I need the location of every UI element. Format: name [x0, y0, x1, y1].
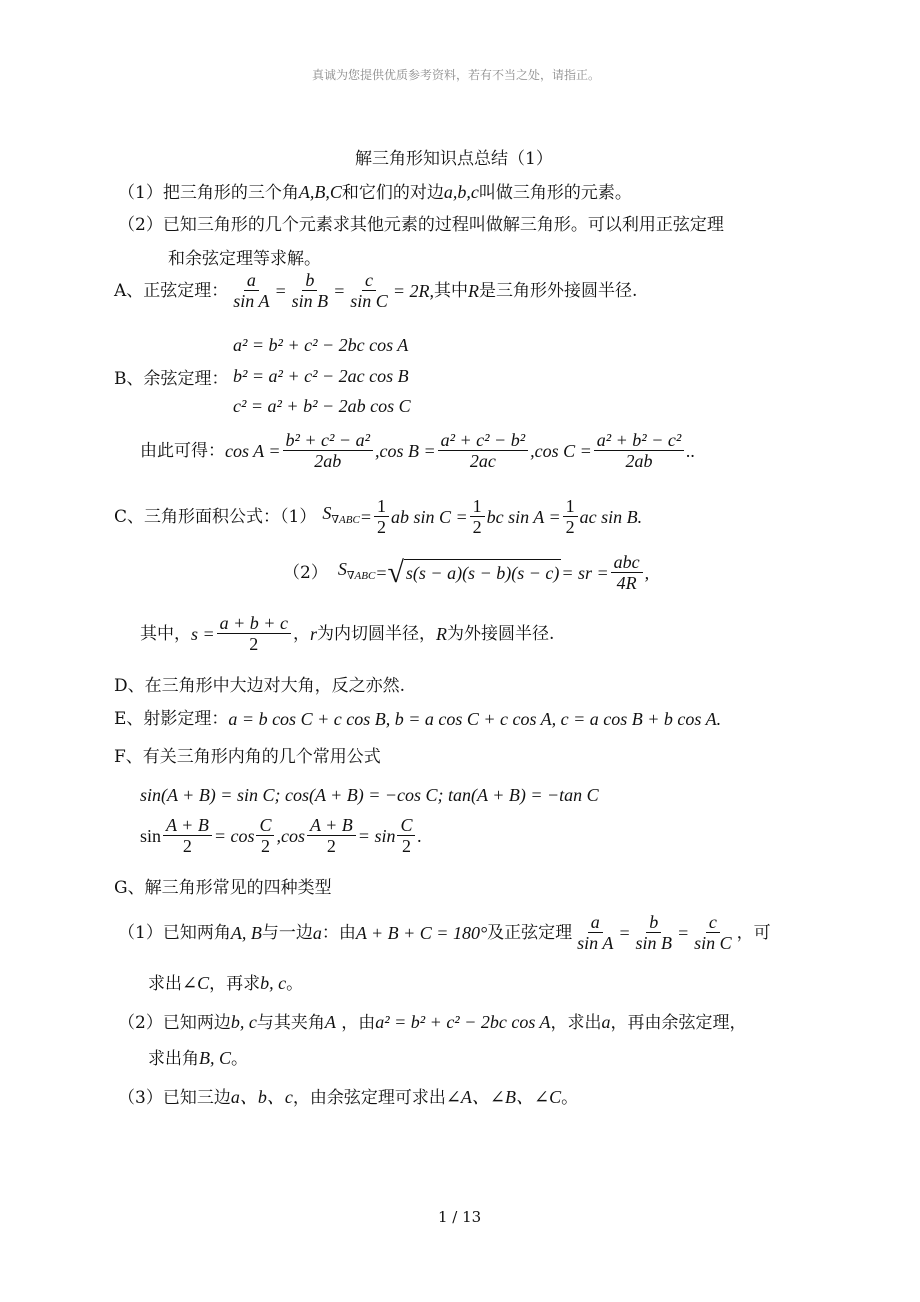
cosine-eq-b: b² = a² + c² − 2ac cos B	[233, 366, 409, 386]
case-1-cont: 求出∠C，再求b, c。	[148, 973, 304, 994]
paragraph-1: （1）把三角形的三个角A,B,C和它们的对边a,b,c叫做三角形的元素。	[118, 182, 632, 203]
cosine-rule-label: B、余弦定理：	[114, 369, 229, 389]
page-number: 1 / 13	[438, 1208, 482, 1226]
cosine-eq-c: c² = a² + b² − 2ab cos C	[233, 396, 411, 416]
page-header: 真诚为您提供优质参考资料，若有不当之处，请指正。	[312, 68, 601, 82]
area-formula-2: （2） $S_{\nabla ABC}$ = √ s(s − a)(s − b)(s − c) = sr = abc 4R ,	[283, 552, 650, 593]
area-where: 其中， s = $\frac{a + b + c}{2}$ ， r 为内切圆半径， R 为外接圆半径.	[140, 613, 555, 654]
item-d: D、在三角形中大边对大角，反之亦然.	[114, 676, 406, 696]
sine-rule: A、正弦定理： $\frac{a}{\text{sin A}}$ = $\frac{b}{\text{sin B}}$ = $\frac{c}{\text{sin C}}$ = 2R, 其中 R 是三角形外接圆半径.	[114, 270, 638, 311]
area-formula-1: C、三角形面积公式：（1） $S_{\nabla ABC}$ = $\frac{1}{2}$ ab sin C = $\frac{1}{2}$ bc sin A = $\frac{1}{2}$ ac sin B.	[114, 496, 643, 537]
cosine-derived: 由此可得： cos A = $\frac{\text{b² + c² − a²}}{2ab}$ ,cos B = $\frac{\text{a² + c² − b²}}{2ac}$ ,cos C = $\frac{\text{a² + b² − c²}}{2ab}$ ..	[140, 430, 696, 471]
case-3: （3）已知三边a、b、c，由余弦定理可求出∠A、∠B、∠C。	[118, 1087, 579, 1108]
paragraph-2-cont: 和余弦定理等求解。	[168, 249, 321, 269]
angle-formula-1: sin(A + B) = sin C; cos(A + B) = −cos C; tan(A + B) = −tan C	[140, 785, 599, 805]
cosine-eq-a: a² = b² + c² − 2bc cos A	[233, 335, 409, 355]
angle-formula-2: sin $\frac{A + B}{2}$ = cos C 2 ,cos $\frac{A + B}{2}$ = sin C 2 .	[140, 815, 422, 856]
case-2-cont: 求出角B, C。	[148, 1048, 249, 1069]
page-title: 解三角形知识点总结（1）	[355, 149, 553, 169]
paragraph-2: （2）已知三角形的几个元素求其他元素的过程叫做解三角形。可以利用正弦定理	[118, 215, 724, 235]
item-g-label: G、解三角形常见的四种类型	[114, 878, 332, 898]
projection-rule: E、射影定理： a = b cos C + c cos B, b = a cos C + c cos A, c = a cos B + b cos A.	[114, 709, 722, 729]
case-1: （1）已知两角 A, B 与一边 a ：由 A + B + C = 180° 及正弦定理 $\frac{a}{\text{sin A}}$ = $\frac{b}{\text{sin B}}$ = $\frac{c}{\text{sin C}}$ ，可	[118, 912, 771, 953]
case-2: （2）已知两边b, c与其夹角A ，由a² = b² + c² − 2bc cos A，求出a，再由余弦定理，	[118, 1012, 747, 1033]
item-f-label: F、有关三角形内角的几个常用公式	[114, 747, 381, 767]
